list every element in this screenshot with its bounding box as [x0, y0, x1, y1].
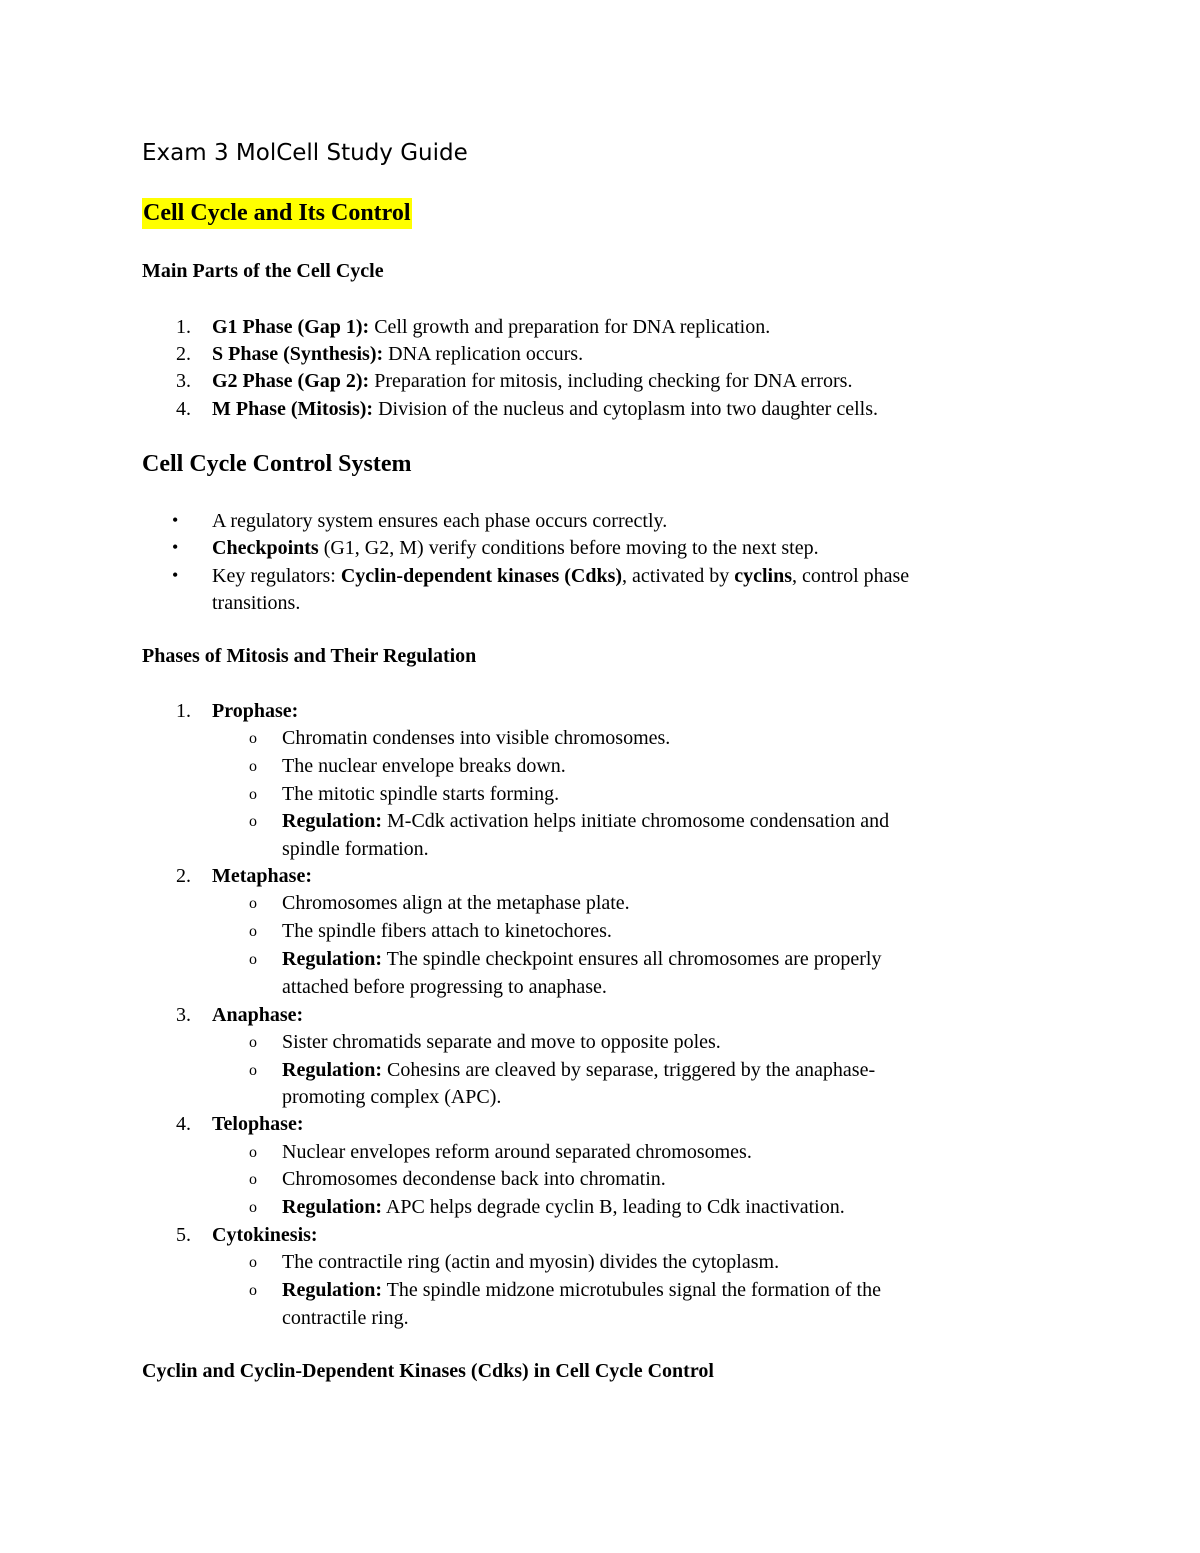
regulation-label: Regulation: [282, 810, 382, 832]
sub-item: Chromosomes align at the metaphase plate. [282, 892, 630, 914]
sub-bullet-marker: o [249, 1034, 257, 1051]
list-item-g1 [212, 317, 770, 337]
main-parts-heading: Main Parts of the Cell Cycle [142, 260, 384, 282]
bullet-item-continuation: transitions. [212, 592, 301, 614]
text: Key regulators: [212, 565, 341, 587]
text: , activated by [622, 565, 735, 587]
sub-item: The nuclear envelope breaks down. [282, 755, 566, 777]
term: Checkpoints [212, 537, 319, 559]
term: Metaphase: [212, 865, 312, 887]
list-marker: 1. [176, 700, 191, 722]
sub-bullet-marker: o [249, 786, 257, 803]
mitosis-heading: Phases of Mitosis and Their Regulation [142, 645, 477, 667]
list-marker: 4. [176, 1113, 191, 1135]
sub-item: The contractile ring (actin and myosin) divides the cytoplasm. [282, 1251, 780, 1273]
sub-bullet-marker: o [249, 758, 257, 775]
description: Division of the nucleus and cytoplasm into two daughter cells. [373, 398, 878, 420]
sub-item-regulation [282, 811, 889, 831]
list-item-m [212, 399, 878, 419]
list-marker: 3. [176, 1004, 191, 1026]
bullet-item-checkpoints [212, 538, 819, 558]
term: Telophase: [212, 1113, 304, 1135]
sub-item: Nuclear envelopes reform around separated chromosomes. [282, 1141, 752, 1163]
description: The spindle checkpoint ensures all chromosomes are properly [382, 948, 882, 970]
list-marker: 5. [176, 1224, 191, 1246]
phase-metaphase [212, 866, 312, 886]
bullet-marker: • [172, 510, 179, 530]
list-item-g2 [212, 371, 852, 391]
term: Prophase: [212, 700, 299, 722]
document-title: Exam 3 MolCell Study Guide [142, 140, 468, 166]
sub-bullet-marker: o [249, 1062, 257, 1079]
description: APC helps degrade cyclin B, leading to Cdk inactivation. [382, 1196, 845, 1218]
sub-item-continuation: promoting complex (APC). [282, 1086, 502, 1108]
sub-item-continuation: contractile ring. [282, 1307, 409, 1329]
phase-anaphase [212, 1005, 303, 1025]
term: cyclins [734, 565, 792, 587]
phase-prophase [212, 701, 298, 721]
list-item-s [212, 344, 583, 364]
list-marker: 3. [176, 370, 191, 392]
regulation-label: Regulation: [282, 948, 382, 970]
list-marker: 4. [176, 398, 191, 420]
sub-item-regulation [282, 1060, 875, 1080]
regulation-label: Regulation: [282, 1196, 382, 1218]
regulation-label: Regulation: [282, 1279, 382, 1301]
sub-item-continuation: spindle formation. [282, 838, 429, 860]
section-heading [142, 200, 412, 227]
phase-cytokinesis [212, 1225, 318, 1245]
sub-bullet-marker: o [249, 1199, 257, 1216]
description: Cell growth and preparation for DNA replication. [369, 316, 771, 338]
sub-item: Chromosomes decondense back into chromatin. [282, 1168, 666, 1190]
sub-bullet-marker: o [249, 923, 257, 940]
list-marker: 1. [176, 316, 191, 338]
sub-bullet-marker: o [249, 895, 257, 912]
description: M-Cdk activation helps initiate chromosome condensation and [382, 810, 890, 832]
bullet-item-regulatory: A regulatory system ensures each phase occurs correctly. [212, 510, 668, 532]
sub-bullet-marker: o [249, 813, 257, 830]
term: Anaphase: [212, 1004, 304, 1026]
sub-bullet-marker: o [249, 951, 257, 968]
term: S Phase (Synthesis): [212, 343, 384, 365]
description: Cohesins are cleaved by separase, triggered by the anaphase- [382, 1059, 876, 1081]
sub-item-regulation [282, 1280, 881, 1300]
list-marker: 2. [176, 865, 191, 887]
cyclin-cdk-heading: Cyclin and Cyclin-Dependent Kinases (Cdks) in Cell Cycle Control [142, 1360, 714, 1382]
sub-bullet-marker: o [249, 730, 257, 747]
term: G2 Phase (Gap 2): [212, 370, 370, 392]
phase-telophase [212, 1114, 304, 1134]
bullet-item-regulators [212, 566, 909, 586]
description: DNA replication occurs. [383, 343, 584, 365]
control-system-heading: Cell Cycle Control System [142, 451, 412, 477]
sub-bullet-marker: o [249, 1282, 257, 1299]
term: Cyclin-dependent kinases (Cdks) [340, 565, 623, 587]
sub-item-regulation [282, 949, 881, 969]
term: G1 Phase (Gap 1): [212, 316, 370, 338]
bullet-marker: • [172, 565, 179, 585]
bullet-marker: • [172, 537, 179, 557]
description: (G1, G2, M) verify conditions before moving to the next step. [318, 537, 819, 559]
description: The spindle midzone microtubules signal the formation of the [382, 1279, 881, 1301]
term: M Phase (Mitosis): [212, 398, 374, 420]
sub-item: Sister chromatids separate and move to opposite poles. [282, 1031, 721, 1053]
text: , control phase [792, 565, 910, 587]
sub-bullet-marker: o [249, 1144, 257, 1161]
sub-item: The mitotic spindle starts forming. [282, 783, 560, 805]
term: Cytokinesis: [212, 1224, 318, 1246]
list-marker: 2. [176, 343, 191, 365]
sub-bullet-marker: o [249, 1171, 257, 1188]
description: Preparation for mitosis, including checking for DNA errors. [369, 370, 853, 392]
regulation-label: Regulation: [282, 1059, 382, 1081]
sub-item: The spindle fibers attach to kinetochores. [282, 920, 612, 942]
highlighted-heading: Cell Cycle and Its Control [142, 198, 412, 229]
sub-item-continuation: attached before progressing to anaphase. [282, 976, 607, 998]
sub-item: Chromatin condenses into visible chromosomes. [282, 727, 671, 749]
sub-item-regulation [282, 1197, 845, 1217]
sub-bullet-marker: o [249, 1254, 257, 1271]
